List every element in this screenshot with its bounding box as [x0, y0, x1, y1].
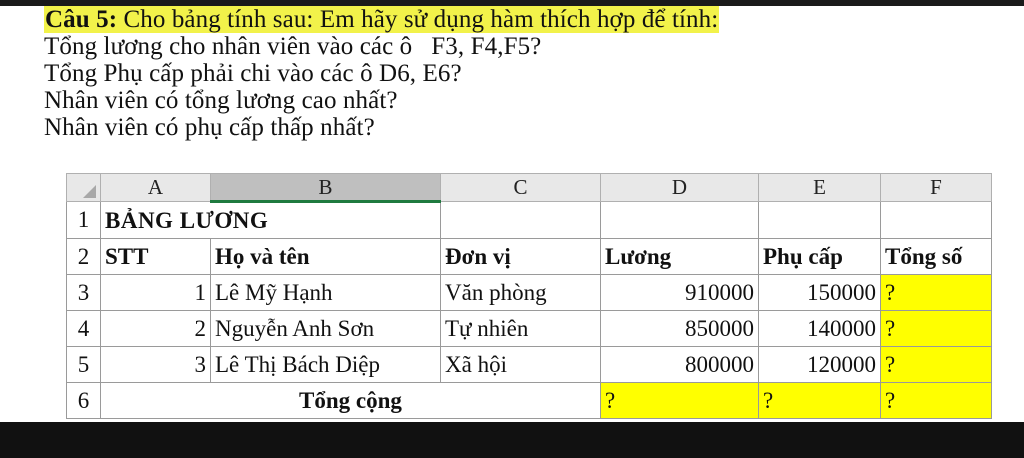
row-header-6[interactable]: 6 — [67, 383, 101, 419]
question-line-1: Câu 5: Cho bảng tính sau: Em hãy sử dụng hàm thích hợp để tính: — [45, 6, 719, 33]
cell-e4-allowance[interactable]: 140000 — [759, 311, 881, 347]
cell-b5-name[interactable]: Lê Thị Bách Diệp — [211, 347, 441, 383]
table-row — [67, 202, 992, 239]
cell-f2-total[interactable]: Tổng số — [881, 239, 992, 275]
column-header-d[interactable]: D — [601, 174, 759, 202]
cell-a2-stt[interactable]: STT — [101, 239, 211, 275]
spreadsheet — [66, 173, 991, 419]
cell-b3-name[interactable]: Lê Mỹ Hạnh — [211, 275, 441, 311]
corner-triangle-icon — [83, 185, 96, 198]
question-line-5: Nhân viên có phụ cấp thấp nhất? — [44, 114, 375, 141]
column-header-f[interactable]: F — [881, 174, 992, 202]
cell-e3-allowance[interactable]: 150000 — [759, 275, 881, 311]
cell-a5-stt[interactable]: 3 — [101, 347, 211, 383]
cell-e6-allowance-total[interactable]: ? — [759, 383, 881, 419]
cell-d5-salary[interactable]: 800000 — [601, 347, 759, 383]
table-row — [67, 347, 992, 383]
cell-f6-grand-total[interactable]: ? — [881, 383, 992, 419]
question-line-4: Nhân viên có tổng lương cao nhất? — [44, 87, 398, 114]
row-header-5[interactable]: 5 — [67, 347, 101, 383]
table-row — [67, 275, 992, 311]
cell-c2-unit[interactable]: Đơn vị — [441, 239, 601, 275]
cell-e5-allowance[interactable]: 120000 — [759, 347, 881, 383]
cell-e1[interactable] — [759, 202, 881, 239]
cell-a6-total-label[interactable]: Tổng cộng — [101, 383, 601, 419]
question-line-2: Tổng lương cho nhân viên vào các ô F3, F4,F5? — [44, 33, 542, 60]
cell-f4-total[interactable]: ? — [881, 311, 992, 347]
cell-f3-total[interactable]: ? — [881, 275, 992, 311]
cell-d3-salary[interactable]: 910000 — [601, 275, 759, 311]
column-header-c[interactable]: C — [441, 174, 601, 202]
row-header-2[interactable]: 2 — [67, 239, 101, 275]
table-row — [67, 311, 992, 347]
select-all-corner[interactable] — [67, 174, 101, 202]
cell-d2-salary[interactable]: Lương — [601, 239, 759, 275]
cell-a3-stt[interactable]: 1 — [101, 275, 211, 311]
question-block — [44, 6, 974, 141]
column-header-b[interactable]: B — [211, 174, 441, 202]
cell-b2-name[interactable]: Họ và tên — [211, 239, 441, 275]
cell-f1[interactable] — [881, 202, 992, 239]
cell-b4-name[interactable]: Nguyễn Anh Sơn — [211, 311, 441, 347]
cell-c5-unit[interactable]: Xã hội — [441, 347, 601, 383]
cell-a1-title[interactable]: BẢNG LƯƠNG — [101, 202, 441, 239]
column-header-a[interactable]: A — [101, 174, 211, 202]
row-header-3[interactable]: 3 — [67, 275, 101, 311]
column-header-e[interactable]: E — [759, 174, 881, 202]
column-header-row — [67, 174, 992, 202]
bottom-border-strip — [0, 422, 1024, 458]
cell-a4-stt[interactable]: 2 — [101, 311, 211, 347]
cell-f5-total[interactable]: ? — [881, 347, 992, 383]
table-row — [67, 239, 992, 275]
row-header-4[interactable]: 4 — [67, 311, 101, 347]
spreadsheet-grid — [66, 173, 992, 419]
cell-c1[interactable] — [441, 202, 601, 239]
table-row — [67, 383, 992, 419]
cell-d1[interactable] — [601, 202, 759, 239]
cell-c4-unit[interactable]: Tự nhiên — [441, 311, 601, 347]
question-line-3: Tổng Phụ cấp phải chi vào các ô D6, E6? — [44, 60, 462, 87]
row-header-1[interactable]: 1 — [67, 202, 101, 239]
cell-d4-salary[interactable]: 850000 — [601, 311, 759, 347]
cell-e2-allowance[interactable]: Phụ cấp — [759, 239, 881, 275]
cell-c3-unit[interactable]: Văn phòng — [441, 275, 601, 311]
cell-d6-salary-total[interactable]: ? — [601, 383, 759, 419]
